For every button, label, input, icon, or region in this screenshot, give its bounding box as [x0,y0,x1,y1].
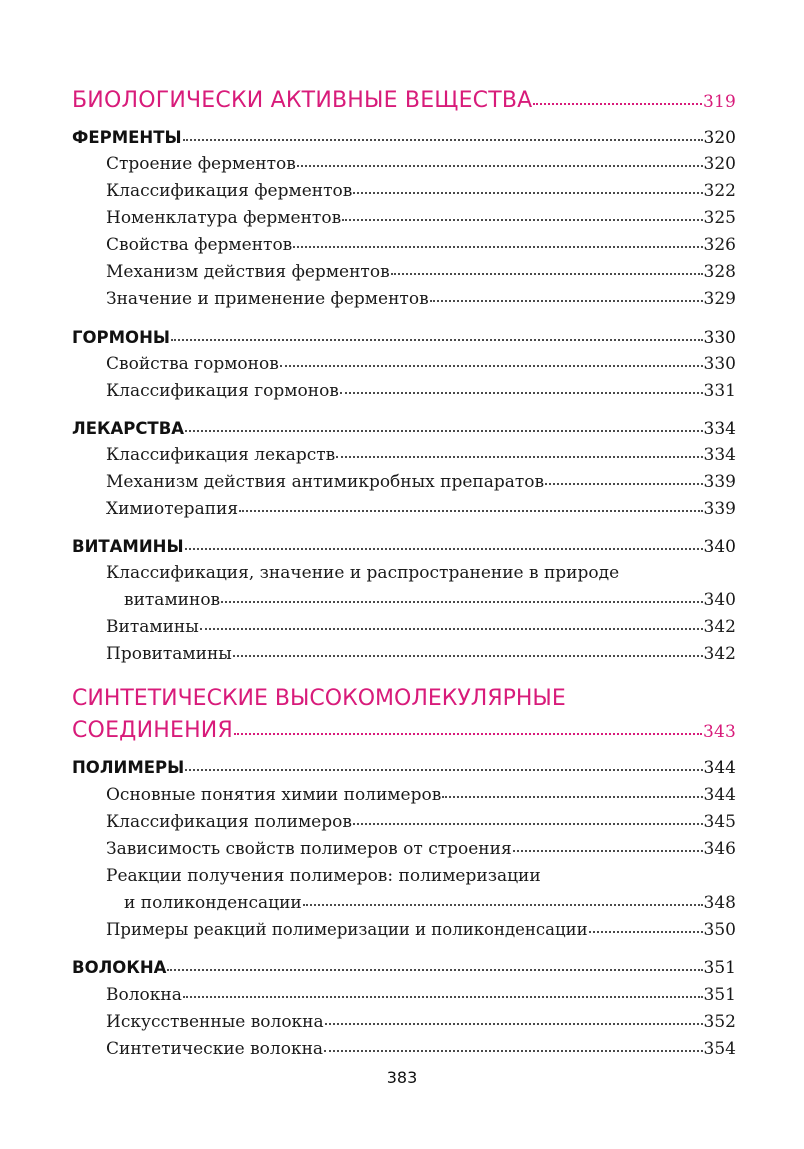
page-number: 383 [386,1068,418,1087]
chapter-title: ВИТАМИНЫ [72,537,184,556]
page-ref: 340 [703,537,736,557]
leader-dots [167,968,702,971]
part-title-first-line[interactable]: СИНТЕТИЧЕСКИЕ ВЫСОКОМОЛЕКУЛЯРНЫЕ [72,686,566,711]
page-ref: 334 [703,445,736,465]
leader-dots [545,482,702,485]
page-ref: 330 [703,354,736,374]
leader-dots [183,138,703,141]
toc-entry[interactable] [106,1039,736,1059]
page-ref: 342 [703,617,736,637]
toc-entry[interactable] [106,208,736,228]
page-ref: 351 [703,958,736,978]
toc-entry[interactable] [106,617,736,637]
entry-label: Механизм действия ферментов [106,262,390,282]
entry-label: Химиотерапия [106,499,239,519]
chapter-heading[interactable] [72,537,736,557]
toc-entry[interactable] [124,590,736,610]
page-ref: 329 [703,289,736,309]
chapter-heading[interactable] [72,128,736,148]
page-ref: 352 [703,1012,736,1032]
entry-label: Свойства гормонов [106,354,279,374]
leader-dots [239,509,702,512]
page-ref: 330 [703,328,736,348]
leader-dots [442,795,702,798]
entry-label-first-line[interactable]: Реакции получения полимеров: полимеризации [106,866,541,886]
entry-label: Номенклатура ферментов [106,208,342,228]
entry-label: Примеры реакций полимеризации и поликонденсации [106,920,588,939]
page-ref: 340 [703,590,736,610]
toc-entry[interactable] [106,812,736,832]
page-ref: 354 [703,1039,736,1059]
toc-entry[interactable] [106,154,736,174]
leader-dots [185,768,702,771]
leader-dots [293,245,702,248]
toc-entry[interactable] [106,1012,736,1032]
toc-entry[interactable] [106,472,736,492]
page-ref: 322 [703,181,736,201]
page-ref: 320 [703,128,736,148]
toc-entry[interactable] [106,920,736,940]
entry-label: Механизм действия антимикробных препаратов [106,472,545,492]
entry-label: и поликонденсации [124,893,302,913]
leader-dots [221,600,702,603]
entry-label: Строение ферментов [106,154,296,174]
page-ref: 343 [702,722,736,742]
leader-dots [233,654,703,657]
leader-dots [340,391,703,394]
entry-label: Искусственные волокна [106,1012,324,1032]
page-ref: 351 [703,985,736,1005]
toc-entry[interactable] [106,262,736,282]
page-ref: 350 [703,920,736,940]
page-ref: 344 [703,758,736,778]
leader-dots [589,930,703,933]
page-ref: 331 [703,381,736,401]
chapter-heading[interactable] [72,958,736,978]
leader-dots [513,849,703,852]
chapter-title: ГОРМОНЫ [72,328,170,347]
chapter-title: ЛЕКАРСТВА [72,419,185,438]
page-ref: 344 [703,785,736,805]
entry-label: Классификация гормонов [106,381,339,401]
toc-entry[interactable] [106,354,736,374]
entry-label: Волокна [106,985,182,1005]
part-heading[interactable] [72,718,736,743]
entry-label: Зависимость свойств полимеров от строения [106,839,512,859]
page-ref: 339 [703,472,736,492]
chapter-title: ФЕРМЕНТЫ [72,128,182,147]
toc-entry[interactable] [106,499,736,519]
leader-dots [303,903,703,906]
leader-dots [430,299,703,302]
leader-dots [183,995,703,998]
leader-dots [280,364,703,367]
leader-dots [325,1022,703,1025]
page-ref: 334 [703,419,736,439]
entry-label: витаминов [124,590,221,610]
entry-label-first-line[interactable]: Классификация, значение и распространение в природе [106,563,620,583]
page-ref: 345 [703,812,736,832]
leader-dots [200,627,703,630]
leader-dots [234,732,702,735]
leader-dots [185,429,703,432]
entry-label: Свойства ферментов [106,235,293,255]
part-title: СОЕДИНЕНИЯ [72,718,233,743]
toc-entry[interactable] [106,644,736,664]
leader-dots [533,102,702,105]
leader-dots [171,338,703,341]
entry-label: Значение и применение ферментов [106,289,429,309]
leader-dots [353,191,702,194]
page-ref: 342 [703,644,736,664]
toc-entry[interactable] [106,839,736,859]
page-ref: 328 [703,262,736,282]
page-ref: 348 [703,893,736,913]
toc-entry[interactable] [106,235,736,255]
page-ref: 325 [703,208,736,228]
leader-dots [353,822,703,825]
entry-label: Классификация полимеров [106,812,352,832]
leader-dots [342,218,702,221]
toc-entry[interactable] [106,381,736,401]
entry-label: Витамины [106,617,199,637]
leader-dots [336,455,702,458]
chapter-heading[interactable] [72,328,736,348]
entry-label: Основные понятия химии полимеров [106,785,442,805]
entry-label: Классификация лекарств [106,445,336,465]
toc-entry[interactable] [106,181,736,201]
leader-dots [391,272,703,275]
page-ref: 346 [703,839,736,859]
page-ref: 319 [702,92,736,112]
entry-label: Классификация ферментов [106,181,353,201]
toc-entry[interactable] [106,785,736,805]
toc-entry[interactable] [106,985,736,1005]
page-ref: 320 [703,154,736,174]
leader-dots [324,1049,703,1052]
part-title: БИОЛОГИЧЕСКИ АКТИВНЫЕ ВЕЩЕСТВА [72,88,533,113]
chapter-title: ВОЛОКНА [72,958,167,977]
chapter-heading[interactable] [72,419,736,439]
chapter-title: ПОЛИМЕРЫ [72,758,185,777]
page-ref: 326 [703,235,736,255]
leader-dots [185,547,703,550]
page-ref: 339 [703,499,736,519]
entry-label: Синтетические волокна [106,1039,324,1059]
toc-entry[interactable] [106,445,736,465]
toc-entry[interactable] [106,289,736,309]
chapter-heading[interactable] [72,758,736,778]
leader-dots [297,164,703,167]
toc-entry[interactable] [124,893,736,913]
entry-label: Провитамины [106,644,232,664]
part-heading[interactable] [72,88,736,113]
